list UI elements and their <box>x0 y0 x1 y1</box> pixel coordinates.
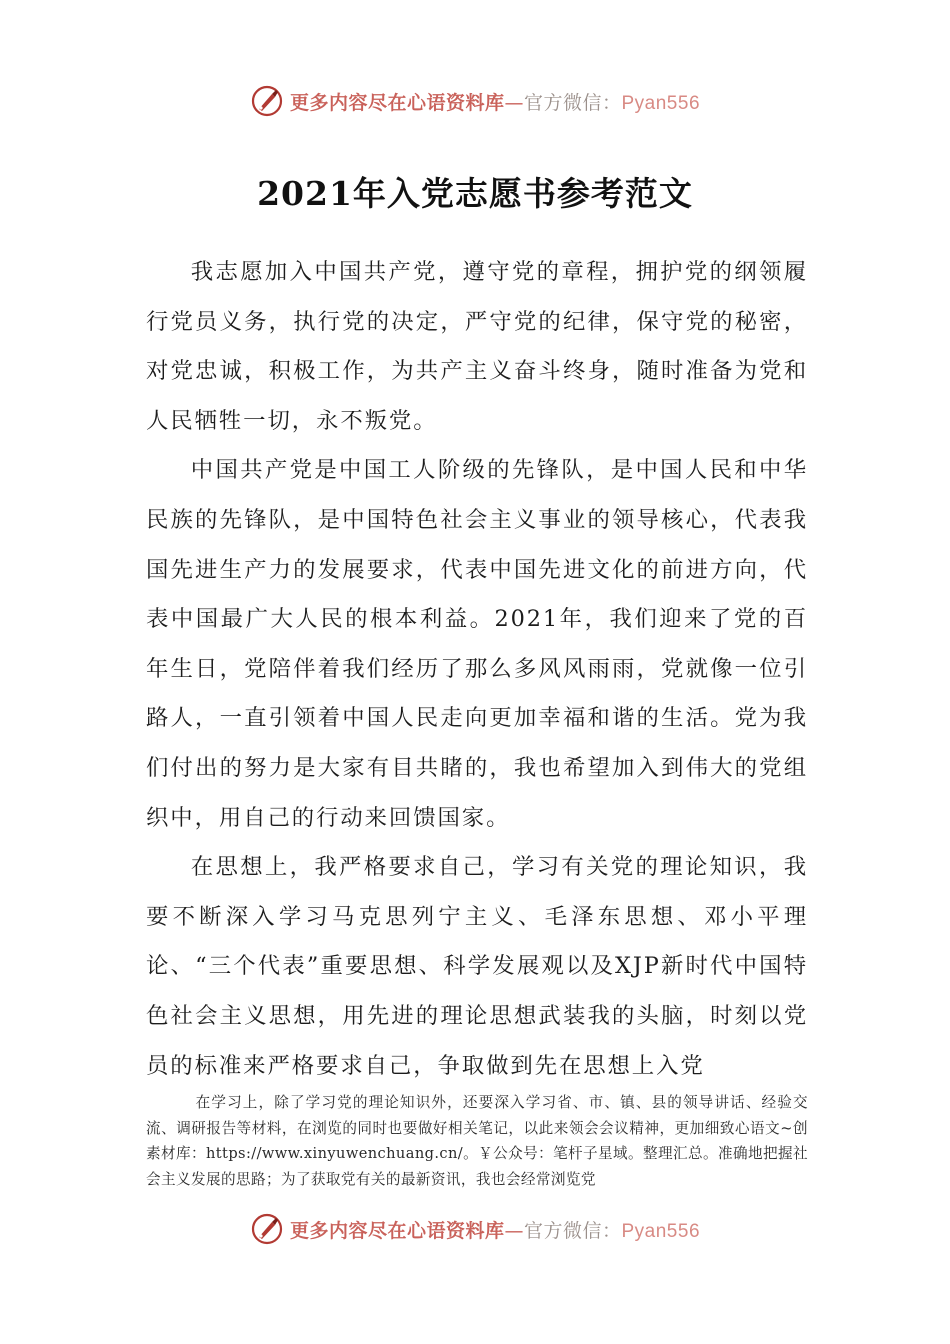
paragraph: 我志愿加入中国共产党，遵守党的章程，拥护党的纲领履行党员义务，执行党的决定，严守党的纪律，保守党的秘密，对党忠诚，积极工作，为共产主义奋斗终身，随时准备为党和人民牺牲一切，永不叛党。 <box>146 259 808 434</box>
banner-brand: 更多内容尽在心语资料库 <box>289 91 505 114</box>
banner-brand: 更多内容尽在心语资料库 <box>289 1219 505 1242</box>
banner-text <box>290 1216 700 1243</box>
banner-separator: — <box>504 91 524 114</box>
banner-label: 官方微信： <box>523 1219 622 1242</box>
banner-handle: Pyan556 <box>621 1220 701 1242</box>
footnote <box>146 1090 808 1192</box>
banner-label: 官方微信： <box>523 91 622 114</box>
header-banner <box>0 84 950 118</box>
paragraph: 中国共产党是中国工人阶级的先锋队，是中国人民和中华民族的先锋队，是中国特色社会主义事业的领导核心，代表我国先进生产力的发展要求，代表中国先进文化的前进方向，代表中国最广大人民的根本利益。2021年，我们迎来了党的百年生日，党陪伴着我们经历了那么多风风雨雨，党就像一位引路人，一直引领着中国人民走向更加幸福和谐的生活。党为我们付出的努力是大家有目共睹的，我也希望加入到伟大的党组织中，用自己的行动来回馈国家。 <box>146 457 808 831</box>
document-body <box>146 248 808 1091</box>
pen-nib-logo-icon <box>250 84 284 118</box>
banner-handle: Pyan556 <box>621 92 701 114</box>
document-title: 2021年入党志愿书参考范文 <box>257 174 693 213</box>
banner-separator: — <box>504 1219 524 1242</box>
footnote-text: 在学习上，除了学习党的理论知识外，还要深入学习省、市、镇、县的领导讲话、经验交流、调研报告等材料，在浏览的同时也要做好相关笔记，以此来领会会议精神，更加细致心语文~创素材库：https://www.xinyuwenchuang.cn/。￥公众号：笔杆子星域。整理汇总。准确地把握社会主义发展的思路；为了获取党有关的最新资讯，我也会经常浏览党 <box>146 1094 808 1188</box>
pen-nib-logo-icon <box>250 1212 284 1246</box>
banner-text <box>290 88 700 115</box>
paragraph: 在思想上，我严格要求自己，学习有关党的理论知识，我要不断深入学习马克思列宁主义、毛泽东思想、邓小平理论、“三个代表”重要思想、科学发展观以及XJP新时代中国特色社会主义思想，用先进的理论思想武装我的头脑，时刻以党员的标准来严格要求自己，争取做到先在思想上入党 <box>146 854 808 1079</box>
footer-banner <box>0 1212 950 1246</box>
